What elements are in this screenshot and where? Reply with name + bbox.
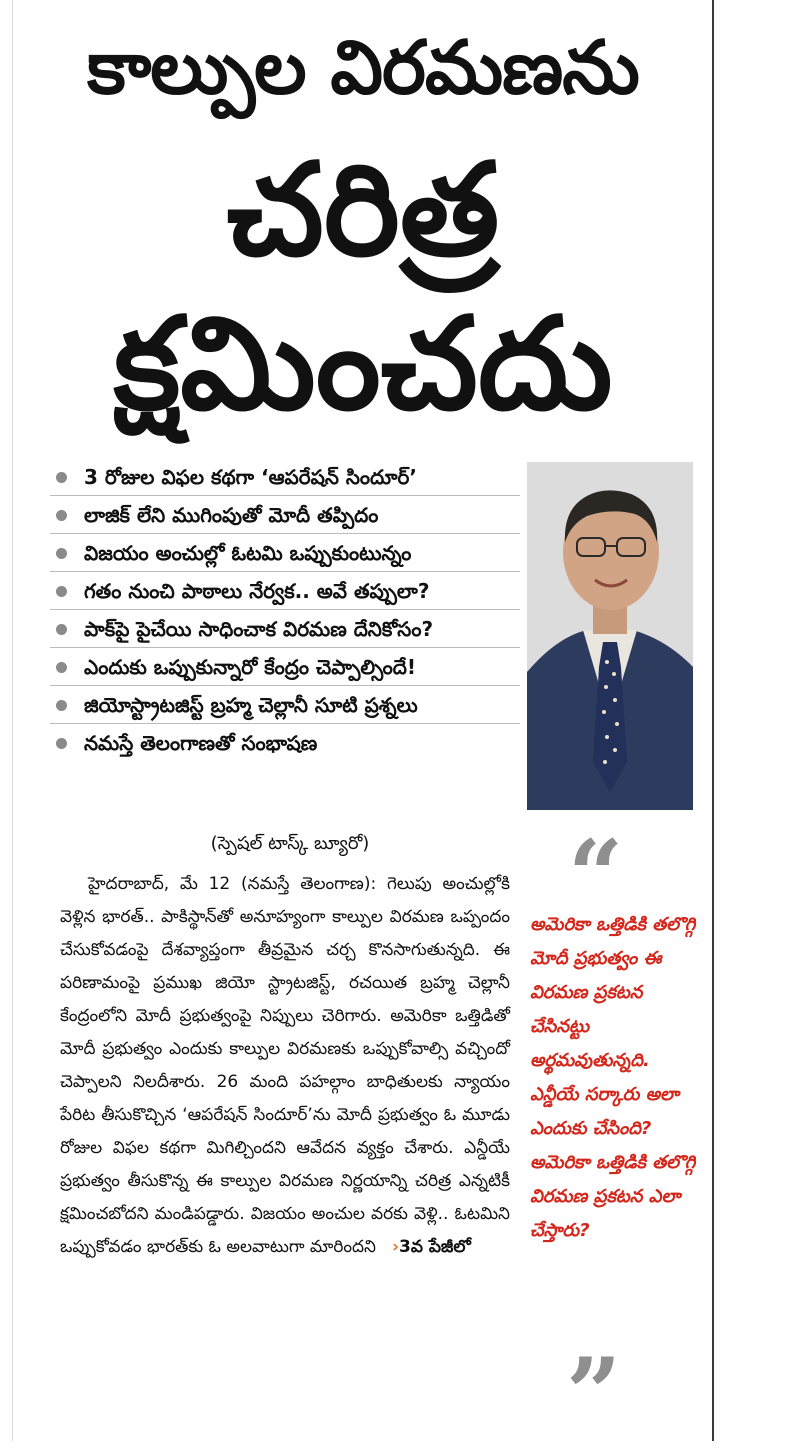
column-divider (712, 0, 714, 1441)
bullet-dot-icon (56, 586, 67, 597)
bullet-item: విజయం అంచుల్లో ఓటమి ఒప్పుకుంటున్నం (50, 534, 520, 572)
bullet-dot-icon (56, 548, 67, 559)
bullet-dot-icon (56, 510, 67, 521)
bullet-dot-icon (56, 662, 67, 673)
highlight-bullets (50, 458, 520, 762)
quote-open-icon: “ (568, 819, 624, 932)
headline-line-1: కాల్పుల విరమణను (87, 25, 639, 111)
continue-arrow-icon: › (392, 1237, 400, 1257)
bullet-item: నమస్తే తెలంగాణతో సంభాషణ (50, 724, 520, 762)
bullet-dot-icon (56, 472, 67, 483)
bullet-dot-icon (56, 700, 67, 711)
bullet-item: ఎందుకు ఒప్పుకున్నారో కేంద్రం చెప్పాల్సిందే! (50, 648, 520, 686)
continued-page-label: 3వ పేజీలో (399, 1237, 471, 1257)
left-margin-rule (12, 0, 13, 1441)
bullet-item: జియోస్ట్రాటజిస్ట్ బ్రహ్మ చెల్లానీ సూటి ప్రశ్నలు (50, 686, 520, 724)
bullet-item: గతం నుంచి పాఠాలు నేర్వక.. అవే తప్పులా? (50, 572, 520, 610)
article-body (60, 868, 510, 1264)
bullet-item: పాక్‌పై పైచేయి సాధించాక విరమణ దేనికోసం? (50, 610, 520, 648)
headline-line-2: చరిత్ర (226, 136, 500, 285)
bullet-item: లాజిక్ లేని ముగింపుతో మోదీ తప్పిదం (50, 496, 520, 534)
continued-link[interactable] (392, 1237, 471, 1257)
pull-quote: అమెరికా ఒత్తిడికి తలొగ్గి మోదీ ప్రభుత్వం ఈ విరమణ ప్రకటన చేసినట్టు అర్థమవుతున్నది. ఎన్డీయే సర్కారు అలా ఎందుకు చేసింది? అమెరికా ఒత్తిడికి తలొగ్గి విరమణ ప్రకటన ఎలా చేస్తారు? (530, 914, 696, 1241)
byline: (స్పెషల్ టాస్క్ బ్యూరో) (210, 833, 370, 854)
bullet-dot-icon (56, 738, 67, 749)
portrait-photo-icon (527, 462, 693, 810)
article-body-text: హైదరాబాద్, మే 12 (నమస్తే తెలంగాణ): గెలుపు అంచుల్లోకి వెళ్లిన భారత్.. పాకిస్థాన్‌తో అనూహ్యంగా కాల్పుల విరమణ ఒప్పందం చేసుకోవడంపై దేశవ్యాప్తంగా తీవ్రమైన చర్చ కొనసాగుతున్నది. ఈ పరిణామంపై ప్రముఖ జియో స్ట్రాటజిస్ట్, రచయిత బ్రహ్మ చెల్లానీ కేంద్రంలోని మోదీ ప్రభుత్వంపై నిప్పులు చెరిగారు. అమెరికా ఒత్తిడితో మోదీ ప్రభుత్వం ఎందుకు కాల్పుల విరమణకు ఒప్పుకోవాల్సి వచ్చిందో చెప్పాలని నిలదీశారు. 26 మంది పహల్గాం బాధితులకు న్యాయం పేరిట తీసుకొచ్చిన ‘ఆపరేషన్ సిందూర్’ను మోదీ ప్రభుత్వం ఓ మూడు రోజుల విఫల కథగా మిగిల్చిందని ఆవేదన వ్యక్తం చేశారు. ఎన్డీయే ప్రభుత్వం తీసుకొన్న ఈ కాల్పుల విరమణ నిర్ణయాన్ని చరిత్ర ఎన్నటికీ క్షమించబోదని మండిపడ్డారు. విజయం అంచుల వరకు వెళ్లి.. ఓటమిని ఒప్పుకోవడం భారత్‌కు ఓ అలవాటుగా మారిందని (60, 874, 510, 1257)
quote-close-icon: ” (566, 1337, 622, 1450)
headline-line-3: క్షమించదు (113, 290, 613, 439)
bullet-dot-icon (56, 624, 67, 635)
bullet-item: 3 రోజుల విఫల కథగా ‘ఆపరేషన్ సిందూర్’ (50, 458, 520, 496)
